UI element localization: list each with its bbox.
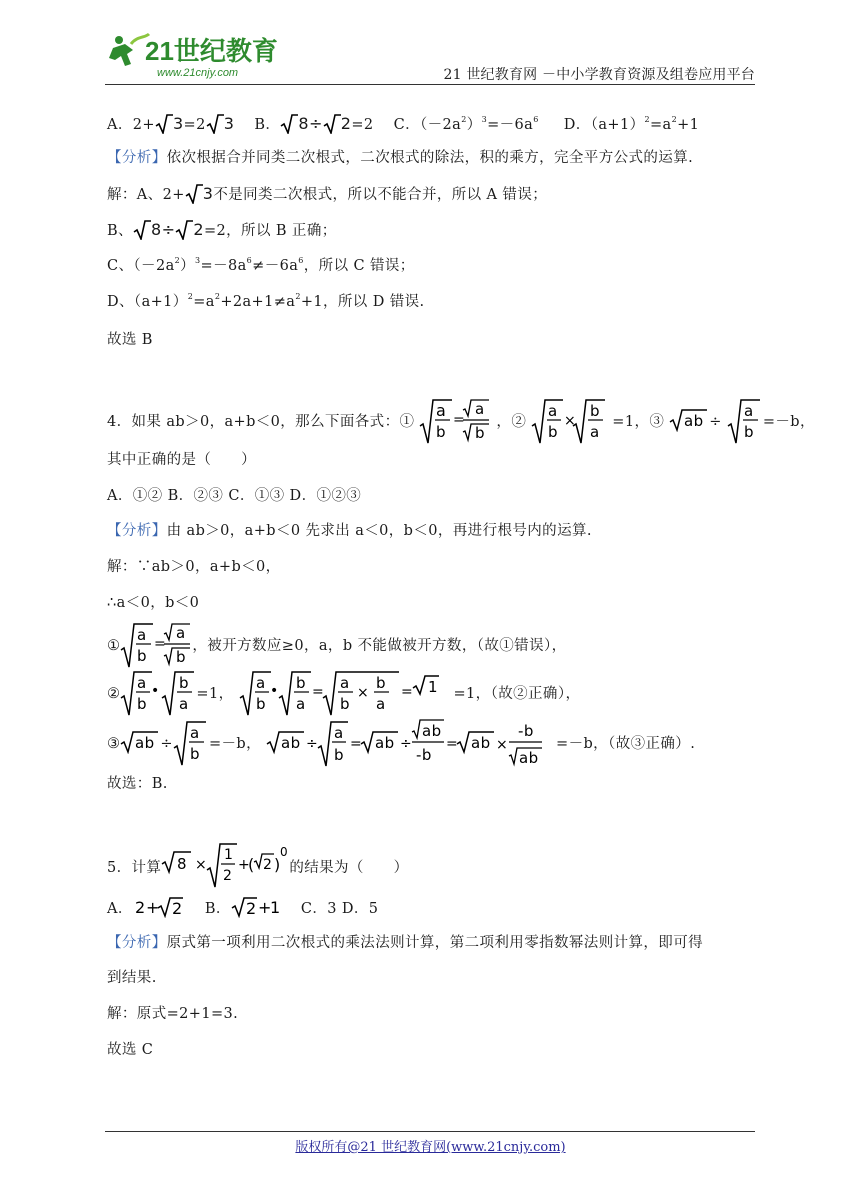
svg-text:a: a xyxy=(137,674,147,692)
svg-text:÷: ÷ xyxy=(400,736,413,752)
svg-text:a: a xyxy=(255,674,266,692)
formula-sqrt-a-over-b xyxy=(173,720,209,766)
q3-analysis: 【分析】依次根据合并同类二次根式，二次根式的除法，积的乘方，完全平方公式的运算. xyxy=(107,150,694,166)
svg-text:b: b xyxy=(255,695,266,713)
svg-text:ab: ab xyxy=(471,734,491,752)
formula-division-expansion xyxy=(266,718,556,768)
svg-text:+: + xyxy=(145,898,160,917)
svg-text:a: a xyxy=(375,695,386,713)
q3-options: A．2+ 3=2 3 B． 8÷ 2=2 C．$(-2a^2)^3=-6a^6$ D．$(a+1)^2=a^2+1$ xyxy=(107,114,700,133)
site-title: 21 世纪教育网 －中小学教育资源及组卷应用平台 xyxy=(443,67,755,83)
radical-sign xyxy=(206,114,224,134)
svg-text:-b: -b xyxy=(518,722,534,740)
q5-stem: 5．计算 8 × 1 2 + ( 2 ) 0 的结果为（ ） xyxy=(107,842,409,888)
svg-text:0: 0 xyxy=(280,845,289,859)
q3-solution-a: 解：A、2+ 3不是同类二次根式，所以不能合并，所以 A 错误； xyxy=(107,184,548,203)
svg-text:×: × xyxy=(564,413,577,429)
svg-text:2: 2 xyxy=(245,899,257,918)
svg-text:b: b xyxy=(179,674,190,692)
svg-text:2: 2 xyxy=(134,898,146,917)
svg-text:×: × xyxy=(496,737,509,753)
svg-text:b: b xyxy=(334,746,344,764)
svg-text:b: b xyxy=(137,695,148,713)
svg-text:a: a xyxy=(137,626,147,644)
svg-text:a: a xyxy=(475,400,485,418)
q4-solution-1: 解：∵ab＞0，a+b＜0， xyxy=(107,559,281,575)
svg-text:a: a xyxy=(590,423,600,441)
logo-text: 21世纪教育 xyxy=(145,36,278,66)
q5-answer: 故选 C xyxy=(107,1042,154,1058)
option-b-formula xyxy=(231,896,281,918)
q4-solution-2: ∴a＜0，b＜0 xyxy=(107,595,200,611)
q4-solution-5: ③ ab ÷ a b =－b， ab ÷ a b = ab ÷ ab -b = ab × -b ab =－b，（故③正确）. xyxy=(107,718,695,768)
svg-text:(: ( xyxy=(248,855,255,874)
svg-text:×: × xyxy=(356,685,369,701)
svg-text:b: b xyxy=(189,745,200,763)
svg-text:a: a xyxy=(743,402,754,420)
logo-url: www.21cnjy.com xyxy=(157,67,239,79)
radical-sign xyxy=(323,114,341,134)
svg-text:×: × xyxy=(195,857,208,873)
svg-text:=: = xyxy=(400,684,413,700)
svg-text:•: • xyxy=(269,683,279,699)
svg-text:1: 1 xyxy=(269,898,281,917)
q3-solution-d: D、$(a+1)^2=a^2+2a+1\ne a^2+1$，所以 D 错误. xyxy=(107,292,425,310)
svg-text:+: + xyxy=(257,898,272,917)
svg-text:a: a xyxy=(189,724,200,742)
svg-text:8: 8 xyxy=(177,855,188,873)
q3-solution-b: B、 8÷ 2=2，所以 B 正确； xyxy=(107,220,337,239)
radical-sign xyxy=(175,220,193,240)
copyright-link[interactable]: 版权所有@21 世纪教育网(www.21cnjy.com) xyxy=(295,1140,566,1155)
analysis-tag: 【分析】 xyxy=(107,523,167,539)
svg-text:b: b xyxy=(375,674,386,692)
svg-text:a: a xyxy=(339,674,350,692)
formula-product-expansion xyxy=(239,670,454,716)
svg-text:=: = xyxy=(154,636,167,652)
svg-text:2: 2 xyxy=(223,868,233,884)
q5-options: A． 2 + 2 B． 2 + 1 C．3 D．5 xyxy=(107,898,379,918)
q3-answer: 故选 B xyxy=(107,332,153,348)
svg-text:b: b xyxy=(295,674,306,692)
q5-solution: 解：原式=2+1=3. xyxy=(107,1006,239,1022)
svg-text:b: b xyxy=(339,695,350,713)
formula-sqrt-a-over-b xyxy=(727,398,763,444)
svg-text:+: + xyxy=(238,857,251,873)
formula-sqrt-ab xyxy=(669,408,709,432)
analysis-tag: 【分析】 xyxy=(107,150,167,166)
radical-sign xyxy=(280,114,298,134)
footer-divider xyxy=(105,1131,755,1132)
formula-sqrt-a-over-b xyxy=(120,622,192,668)
svg-text:ab: ab xyxy=(519,749,539,767)
svg-text:): ) xyxy=(274,855,281,874)
svg-text:b: b xyxy=(743,423,754,441)
formula-sqrt-ab xyxy=(120,730,160,754)
q4-analysis: 【分析】由 ab＞0，a+b＜0 先求出 a＜0，b＜0，再进行根号内的运算. xyxy=(107,523,592,539)
svg-text:1: 1 xyxy=(224,847,234,863)
formula-product-dot xyxy=(120,670,196,716)
svg-text:=: = xyxy=(350,736,363,752)
q5-analysis-cont: 到结果. xyxy=(107,970,157,986)
svg-text:2: 2 xyxy=(263,857,273,873)
formula-q5 xyxy=(161,842,289,888)
page-header xyxy=(105,28,755,84)
analysis-tag: 【分析】 xyxy=(107,935,167,951)
svg-text:ab: ab xyxy=(135,734,155,752)
option-a-formula xyxy=(133,896,185,918)
svg-text:•: • xyxy=(151,683,161,699)
q4-solution-3: ① a b = a b ，被开方数应≥0，a，b 不能做被开方数，（故①错误）， xyxy=(107,624,567,666)
svg-text:=: = xyxy=(311,684,324,700)
svg-text:=: = xyxy=(446,736,459,752)
svg-text:a: a xyxy=(548,402,558,420)
q3-solution-c: C、$(-2a^2)^3=-8a^6\ne-6a^6$，所以 C 错误； xyxy=(107,256,415,274)
svg-text:a: a xyxy=(179,695,189,713)
svg-text:-b: -b xyxy=(416,746,432,764)
svg-text:b: b xyxy=(176,648,187,666)
q4-options: A．①② B．②③ C．①③ D．①②③ xyxy=(107,488,362,504)
formula-sqrt-a-over-b xyxy=(419,398,491,444)
svg-text:ab: ab xyxy=(375,734,395,752)
q5-analysis: 【分析】原式第一项利用二次根式的乘法法则计算，第二项利用零指数幂法则计算，即可得 xyxy=(107,935,704,951)
svg-text:a: a xyxy=(436,401,447,420)
svg-text:b: b xyxy=(590,402,601,420)
svg-text:=: = xyxy=(453,412,466,428)
header-divider xyxy=(105,84,755,85)
svg-text:b: b xyxy=(137,647,148,665)
svg-text:ab: ab xyxy=(422,722,442,740)
svg-text:a: a xyxy=(176,624,186,642)
svg-text:a: a xyxy=(295,695,306,713)
formula-product xyxy=(531,398,607,444)
svg-text:b: b xyxy=(475,424,486,442)
svg-text:b: b xyxy=(436,423,447,441)
radical-sign xyxy=(185,184,203,204)
q4-solution-4: ② a b • b a =1， a b • b a = a b × b a = 1 =1，（故②正确）， xyxy=(107,670,580,716)
site-logo xyxy=(105,30,295,80)
svg-text:b: b xyxy=(548,423,559,441)
svg-text:ab: ab xyxy=(281,734,301,752)
q4-stem-line2: 其中正确的是（ ） xyxy=(107,452,256,468)
q4-answer: 故选：B. xyxy=(107,776,168,792)
svg-text:a: a xyxy=(334,724,344,742)
svg-text:1: 1 xyxy=(427,678,438,696)
svg-text:÷: ÷ xyxy=(306,736,319,752)
q4-stem: 4．如果 ab＞0，a+b＜0，那么下面各式：① a b = a b ，② a b × b a =1，③ ab ÷ a b =－b， xyxy=(107,400,815,442)
radical-sign xyxy=(155,114,173,134)
svg-text:ab: ab xyxy=(684,412,704,430)
radical-sign xyxy=(133,220,151,240)
svg-text:2: 2 xyxy=(171,899,183,918)
